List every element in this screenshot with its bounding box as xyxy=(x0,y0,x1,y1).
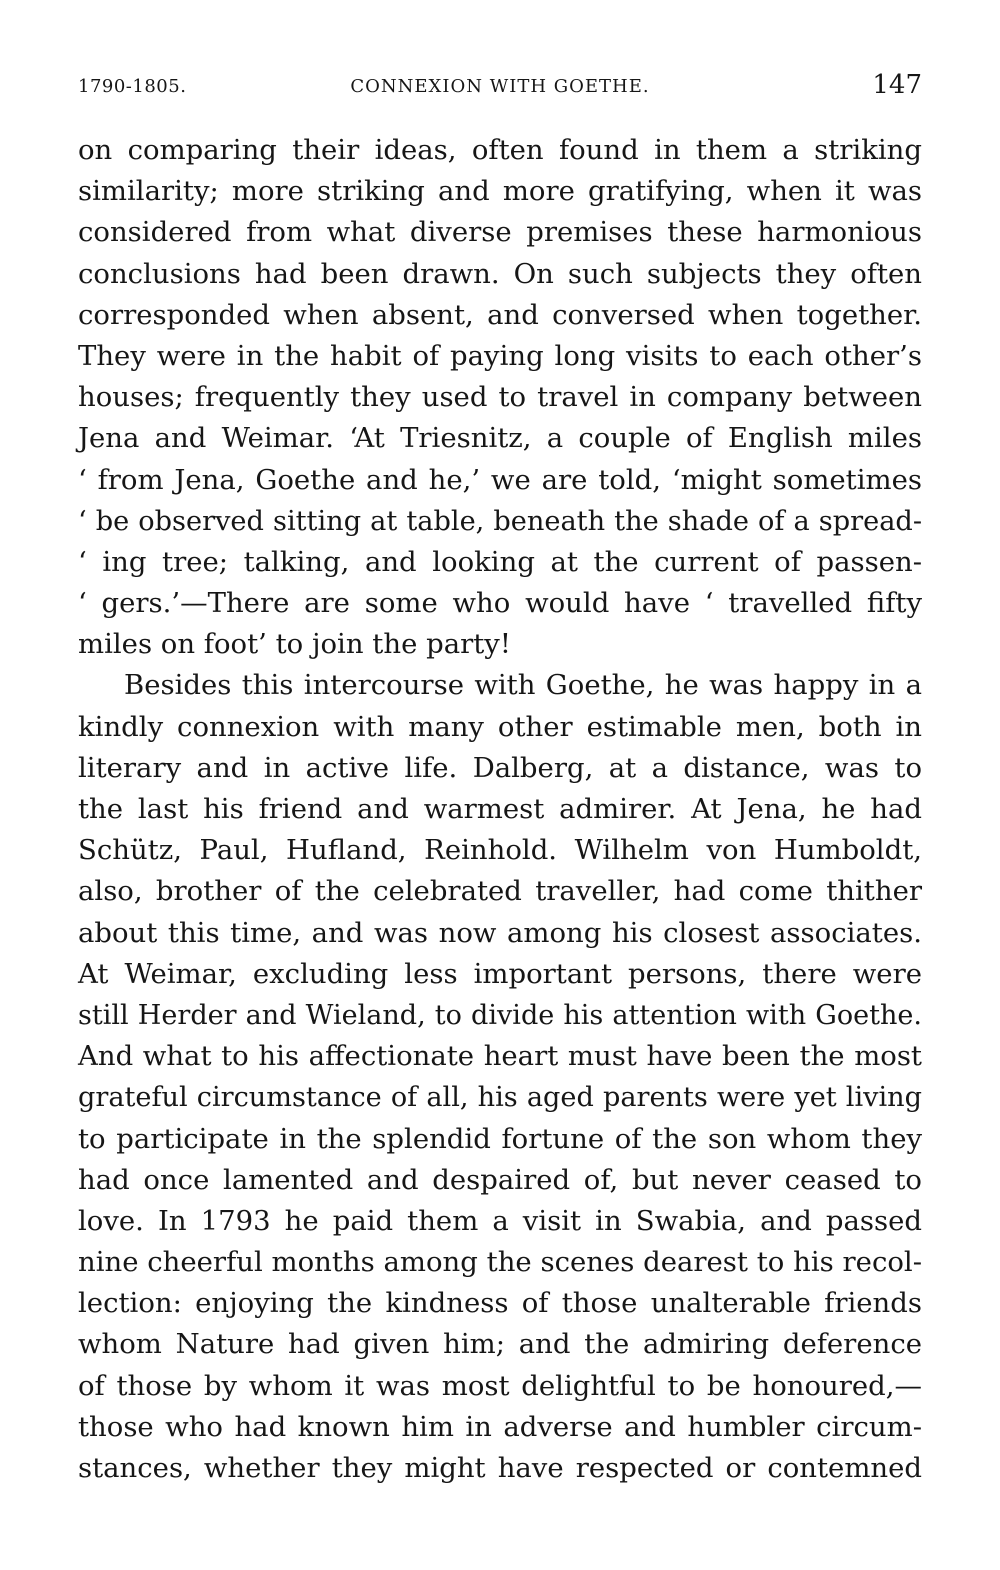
text-line: had once lamented and despaired of, but never ceased to xyxy=(78,1163,922,1196)
text-line: literary and in active life. Dalberg, at a distance, was to xyxy=(78,751,922,784)
text-line: nine cheerful months among the scenes dearest to his recol- xyxy=(78,1246,922,1279)
text-line: lection: enjoying the kindness of those unalterable friends xyxy=(78,1287,922,1320)
text-line: whom Nature had given him; and the admiring deference xyxy=(78,1328,922,1361)
text-line: ‘ gers.’—There are some who would have ‘ travelled fifty xyxy=(78,587,922,620)
text-line: Schütz, Paul, Hufland, Reinhold. Wilhelm von Humboldt, xyxy=(78,834,922,867)
text-line: ‘ from Jena, Goethe and he,’ we are told, ‘might sometimes xyxy=(78,463,922,496)
text-line: kindly connexion with many other estimable men, both in xyxy=(78,710,922,743)
text-line: considered from what diverse premises these harmonious xyxy=(78,216,922,249)
text-line: similarity; more striking and more gratifying, when it was xyxy=(78,175,922,208)
paragraph-1 xyxy=(78,130,922,665)
book-page xyxy=(78,70,922,1489)
paragraph-2 xyxy=(78,665,922,1489)
text-line: ‘ ing tree; talking, and looking at the current of passen- xyxy=(78,545,922,578)
text-line: At Weimar, excluding less important persons, there were xyxy=(78,957,922,990)
text-line: on comparing their ideas, often found in them a striking xyxy=(78,134,922,166)
text-line: those who had known him in adverse and humbler circum- xyxy=(78,1410,922,1443)
text-line: love. In 1793 he paid them a visit in Swabia, and passed xyxy=(78,1204,922,1237)
header-title: CONNEXION WITH GOETHE. xyxy=(350,76,650,97)
text-line: also, brother of the celebrated traveller, had come thither xyxy=(78,875,922,908)
text-line: houses; frequently they used to travel in company between xyxy=(78,381,922,414)
text-line: miles on foot’ to join the party! xyxy=(78,628,511,661)
text-line: conclusions had been drawn. On such subjects they often xyxy=(78,257,922,290)
text-line: to participate in the splendid fortune of the son whom they xyxy=(78,1122,922,1155)
text-line: And what to his affectionate heart must have been the most xyxy=(78,1040,922,1073)
text-line: still Herder and Wieland, to divide his attention with Goethe. xyxy=(78,999,922,1031)
text-line: They were in the habit of paying long visits to each other’s xyxy=(78,339,922,372)
page-number: 147 xyxy=(872,70,922,100)
text-line: ‘ be observed sitting at table, beneath the shade of a spread- xyxy=(78,505,922,537)
header-dates: 1790-1805. xyxy=(78,76,187,97)
text-line: about this time, and was now among his closest associates. xyxy=(78,916,922,949)
running-head xyxy=(78,70,922,106)
text-line: stances, whether they might have respected or contemned xyxy=(78,1452,922,1484)
text-line: of those by whom it was most delightful to be honoured,— xyxy=(78,1369,922,1402)
text-line: corresponded when absent, and conversed when together. xyxy=(78,298,922,331)
text-line: grateful circumstance of all, his aged parents were yet living xyxy=(78,1082,922,1114)
text-line: Besides this intercourse with Goethe, he was happy in a xyxy=(124,669,922,702)
text-line: the last his friend and warmest admirer. At Jena, he had xyxy=(78,793,922,825)
text-line: Jena and Weimar. ‘At Triesnitz, a couple of English miles xyxy=(78,422,922,455)
